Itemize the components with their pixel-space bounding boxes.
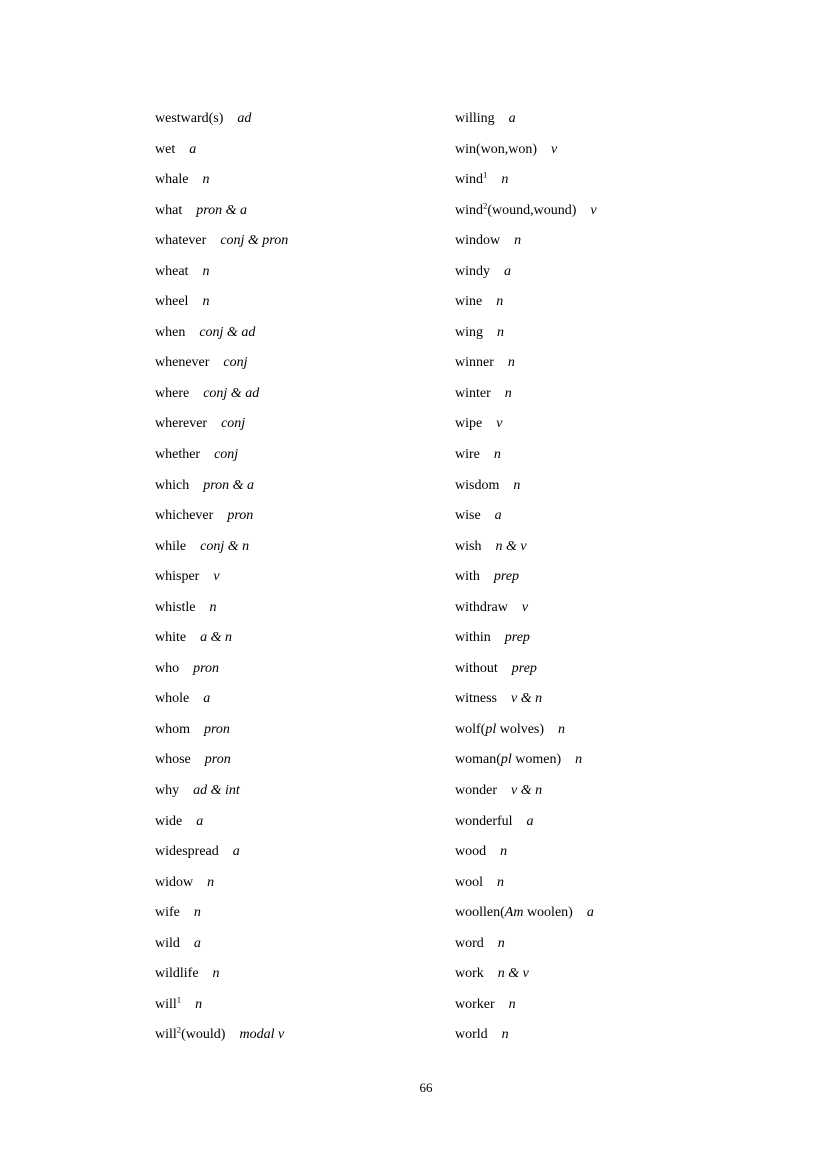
headword-text: withdraw <box>455 599 508 615</box>
headword <box>455 264 490 279</box>
headword-text: pl <box>500 752 512 768</box>
pos-tag: n <box>193 905 201 921</box>
headword <box>455 325 483 340</box>
headword-text: widow <box>155 874 194 890</box>
headword <box>155 294 188 309</box>
pos-tag: n <box>212 966 220 982</box>
word-entry <box>155 562 288 593</box>
word-entry <box>155 135 288 166</box>
headword-text: whenever <box>155 355 210 371</box>
headword <box>455 199 577 218</box>
headword <box>455 783 497 798</box>
headword <box>155 936 180 951</box>
pos-tag: n <box>507 355 515 371</box>
word-entry <box>155 654 288 685</box>
headword-text: willing <box>455 111 495 126</box>
word-entry <box>155 929 288 960</box>
word-entry <box>455 348 597 379</box>
pos-tag: a <box>494 508 502 524</box>
pos-tag: n <box>202 294 210 310</box>
word-entry <box>155 715 288 746</box>
headword <box>455 905 573 920</box>
pos-tag: conj <box>223 355 248 371</box>
pos-tag: a & n <box>200 630 232 646</box>
pos-tag: a <box>232 844 240 860</box>
word-entry <box>455 165 597 196</box>
headword-text: widespread <box>155 844 219 860</box>
headword-text: whose <box>155 752 191 768</box>
headword <box>455 1027 488 1042</box>
headword-text: whether <box>155 447 201 463</box>
word-entry <box>155 440 288 471</box>
word-entry <box>455 990 597 1021</box>
word-entry <box>155 593 288 624</box>
pos-tag: n <box>501 1027 509 1043</box>
headword <box>455 600 508 615</box>
pos-tag: ad <box>237 111 252 126</box>
word-entry <box>455 1020 597 1051</box>
headword <box>155 630 186 645</box>
headword-text: woman( <box>455 752 501 768</box>
headword-text: window <box>455 233 501 249</box>
pos-tag: conj & ad <box>199 324 256 340</box>
headword <box>455 111 495 126</box>
headword <box>155 264 188 279</box>
word-entry <box>455 715 597 746</box>
pos-tag: v <box>521 599 529 615</box>
pos-tag: v & n <box>511 783 543 799</box>
headword <box>155 600 195 615</box>
headword-text: woolen) <box>523 905 573 921</box>
word-entry <box>455 287 597 318</box>
headword-text: wide <box>155 813 183 829</box>
headword-superscript: 1 <box>483 169 488 180</box>
headword-text: will <box>155 1027 177 1043</box>
headword-text: whatever <box>155 233 207 249</box>
headword <box>455 508 481 523</box>
word-entry <box>155 501 288 532</box>
pos-tag: prep <box>493 569 520 585</box>
word-entry <box>455 654 597 685</box>
pos-tag: pron & a <box>196 202 248 218</box>
pos-tag: n <box>504 385 512 401</box>
word-entry <box>155 196 288 227</box>
headword <box>455 416 482 431</box>
pos-tag: pron <box>204 721 230 737</box>
headword-text: wind <box>455 202 483 218</box>
headword-text: wonderful <box>455 813 513 829</box>
headword <box>155 203 182 218</box>
word-entry <box>455 501 597 532</box>
word-entry <box>155 379 288 410</box>
headword-text: wheat <box>155 263 189 279</box>
headword <box>455 722 544 737</box>
pos-tag: a <box>196 813 204 829</box>
word-entry <box>155 745 288 776</box>
headword-text: wherever <box>155 416 208 432</box>
pos-tag: conj <box>221 416 246 432</box>
headword-text: without <box>455 660 498 676</box>
headword <box>155 355 209 370</box>
pos-tag: a <box>203 691 211 707</box>
pos-tag: n <box>493 447 501 463</box>
headword <box>155 478 189 493</box>
headword-text: within <box>455 630 491 646</box>
pos-tag: a <box>586 905 594 921</box>
pos-tag: modal v <box>239 1027 285 1043</box>
headword <box>155 416 207 431</box>
pos-tag: prep <box>504 630 530 646</box>
word-entry <box>455 257 597 288</box>
pos-tag: ad & int <box>193 783 240 799</box>
word-entry <box>455 807 597 838</box>
headword-text: when <box>155 324 186 340</box>
pos-tag: v <box>496 416 503 432</box>
pos-tag: n <box>513 477 521 493</box>
headword <box>155 111 223 126</box>
pos-tag: n <box>497 874 504 890</box>
headword <box>455 814 513 829</box>
pos-tag: n <box>209 599 217 615</box>
headword <box>155 508 213 523</box>
pos-tag: a <box>508 111 516 126</box>
word-entry <box>455 623 597 654</box>
word-entry <box>155 165 288 196</box>
headword-text: pl <box>485 721 497 737</box>
headword-text: wolf( <box>455 721 486 737</box>
headword-text: whistle <box>155 599 196 615</box>
headword-text: where <box>155 385 190 401</box>
headword-text: while <box>155 538 187 554</box>
word-entry <box>155 471 288 502</box>
headword-text: work <box>455 966 484 982</box>
headword-text: who <box>155 660 180 676</box>
headword-text: wild <box>155 935 180 951</box>
headword-text: wife <box>155 905 180 921</box>
headword-text: wonder <box>455 783 497 799</box>
headword-text: whisper <box>155 569 200 585</box>
word-entry <box>155 532 288 563</box>
word-entry <box>455 562 597 593</box>
pos-tag: n <box>207 874 215 890</box>
pos-tag: n <box>202 263 210 279</box>
word-entry <box>455 959 597 990</box>
headword-text: Am <box>504 905 524 921</box>
pos-tag: conj <box>214 447 239 463</box>
headword-text: white <box>155 630 187 646</box>
pos-tag: prep <box>511 660 537 676</box>
headword <box>155 875 193 890</box>
word-entry <box>455 440 597 471</box>
headword-text: world <box>455 1027 488 1043</box>
headword <box>455 142 537 157</box>
headword <box>155 661 179 676</box>
headword-text: wheel <box>155 294 189 310</box>
word-entry <box>455 409 597 440</box>
headword-text: which <box>155 477 190 493</box>
word-entry <box>155 257 288 288</box>
headword-text: wood <box>455 844 487 860</box>
headword <box>455 539 481 554</box>
word-entry <box>155 807 288 838</box>
headword <box>455 661 498 676</box>
word-entry <box>455 745 597 776</box>
headword-text: wish <box>455 538 482 554</box>
pos-tag: conj & n <box>200 538 250 554</box>
headword <box>155 691 189 706</box>
headword <box>155 966 199 981</box>
headword-text: wine <box>455 294 483 310</box>
headword-text: worker <box>455 996 495 1012</box>
word-entry <box>155 776 288 807</box>
headword <box>155 783 179 798</box>
word-entry <box>455 379 597 410</box>
pos-tag: a <box>526 813 534 829</box>
headword-text: word <box>455 935 484 951</box>
word-entry <box>155 959 288 990</box>
headword <box>455 997 495 1012</box>
headword-text: winner <box>455 355 494 371</box>
headword <box>455 844 486 859</box>
headword <box>155 172 188 187</box>
word-list-column-right <box>455 104 597 1051</box>
headword <box>455 569 480 584</box>
word-entry <box>455 593 597 624</box>
pos-tag: a <box>193 935 201 951</box>
word-entry <box>455 532 597 563</box>
word-entry <box>155 684 288 715</box>
headword-text: windy <box>455 263 490 279</box>
pos-tag: v <box>213 569 220 585</box>
pos-tag: n <box>497 935 505 951</box>
word-list-column-left <box>155 104 288 1051</box>
word-entry <box>155 226 288 257</box>
pos-tag: pron <box>193 660 220 676</box>
pos-tag: n <box>575 752 583 768</box>
headword <box>155 814 182 829</box>
word-entry <box>455 471 597 502</box>
headword <box>455 386 491 401</box>
headword <box>155 447 200 462</box>
headword <box>155 325 185 340</box>
word-entry <box>455 135 597 166</box>
pos-tag: conj & pron <box>220 233 289 249</box>
word-entry <box>155 623 288 654</box>
word-entry <box>155 287 288 318</box>
word-entry <box>455 776 597 807</box>
pos-tag: a <box>504 263 511 279</box>
headword-text: whale <box>155 172 189 188</box>
headword-text: wildlife <box>155 966 199 982</box>
headword-text: women) <box>511 752 562 768</box>
pos-tag: n <box>558 721 566 737</box>
headword-text: woollen( <box>455 905 505 921</box>
headword <box>455 478 499 493</box>
headword-text: why <box>155 783 180 799</box>
headword <box>455 355 494 370</box>
word-entry <box>155 348 288 379</box>
headword-superscript: 1 <box>176 994 182 1005</box>
headword <box>455 294 482 309</box>
headword <box>455 447 480 462</box>
word-entry <box>155 318 288 349</box>
word-entry <box>155 1020 288 1051</box>
headword-text: whom <box>155 721 190 737</box>
headword <box>155 722 190 737</box>
pos-tag: n <box>497 324 504 340</box>
pos-tag: n <box>195 996 203 1012</box>
headword-superscript: 2 <box>176 1024 182 1035</box>
headword <box>455 752 561 767</box>
headword-text: what <box>155 202 183 218</box>
headword-text: will <box>155 996 177 1012</box>
headword <box>155 539 186 554</box>
headword <box>155 233 206 248</box>
pos-tag: n <box>202 172 210 188</box>
word-entry <box>455 104 597 135</box>
word-entry <box>155 898 288 929</box>
word-entry <box>455 196 597 227</box>
headword-text: win(won,won) <box>455 141 538 157</box>
headword <box>155 994 182 1012</box>
word-entry <box>155 990 288 1021</box>
word-entry <box>455 868 597 899</box>
headword-text: wire <box>455 447 480 463</box>
word-entry <box>155 104 288 135</box>
headword <box>455 233 500 248</box>
headword <box>155 905 180 920</box>
headword <box>455 630 491 645</box>
pos-tag: v & n <box>511 691 543 707</box>
pos-tag: pron <box>227 508 254 524</box>
pos-tag: conj & ad <box>203 385 260 401</box>
headword-text: wind <box>455 172 483 188</box>
pos-tag: n <box>500 844 508 860</box>
headword <box>155 1024 226 1043</box>
word-entry <box>455 226 597 257</box>
pos-tag: n & v <box>497 966 529 982</box>
headword-text: wipe <box>455 416 483 432</box>
word-entry <box>155 837 288 868</box>
word-entry <box>155 409 288 440</box>
pos-tag: pron <box>204 752 231 768</box>
headword <box>455 966 484 981</box>
pos-tag: n <box>496 294 504 310</box>
headword-text: wolves) <box>496 721 545 737</box>
headword <box>155 752 191 767</box>
headword-text: wing <box>455 324 483 340</box>
word-entry <box>455 898 597 929</box>
word-entry <box>455 684 597 715</box>
headword-text: winter <box>455 385 491 401</box>
headword <box>455 691 497 706</box>
headword-superscript: 2 <box>483 199 488 210</box>
pos-tag: v <box>551 141 558 157</box>
word-entry <box>155 868 288 899</box>
pos-tag: v <box>590 202 597 218</box>
headword <box>455 936 484 951</box>
headword-text: witness <box>455 691 497 707</box>
headword <box>455 875 483 890</box>
headword-text: wool <box>455 874 483 890</box>
headword <box>155 142 175 157</box>
pos-tag: n & v <box>495 538 527 554</box>
headword-text: (would) <box>181 1027 226 1043</box>
pos-tag: n <box>508 996 516 1012</box>
headword-text: westward(s) <box>155 111 224 126</box>
headword-text: wet <box>155 141 176 157</box>
headword <box>155 386 189 401</box>
headword <box>155 844 219 859</box>
headword <box>155 569 199 584</box>
pos-tag: pron & a <box>203 477 255 493</box>
word-entry <box>455 837 597 868</box>
headword-text: with <box>455 569 480 585</box>
pos-tag: n <box>501 172 509 188</box>
headword-text: (wound,wound) <box>487 202 577 218</box>
pos-tag: n <box>514 233 522 249</box>
headword-text: whichever <box>155 508 214 524</box>
headword-text: whole <box>155 691 190 707</box>
word-entry <box>455 929 597 960</box>
pos-tag: a <box>189 141 197 157</box>
word-entry <box>455 318 597 349</box>
headword-text: wisdom <box>455 477 500 493</box>
headword <box>455 169 488 188</box>
page-number: 66 <box>419 1080 433 1095</box>
headword-text: wise <box>455 508 481 524</box>
